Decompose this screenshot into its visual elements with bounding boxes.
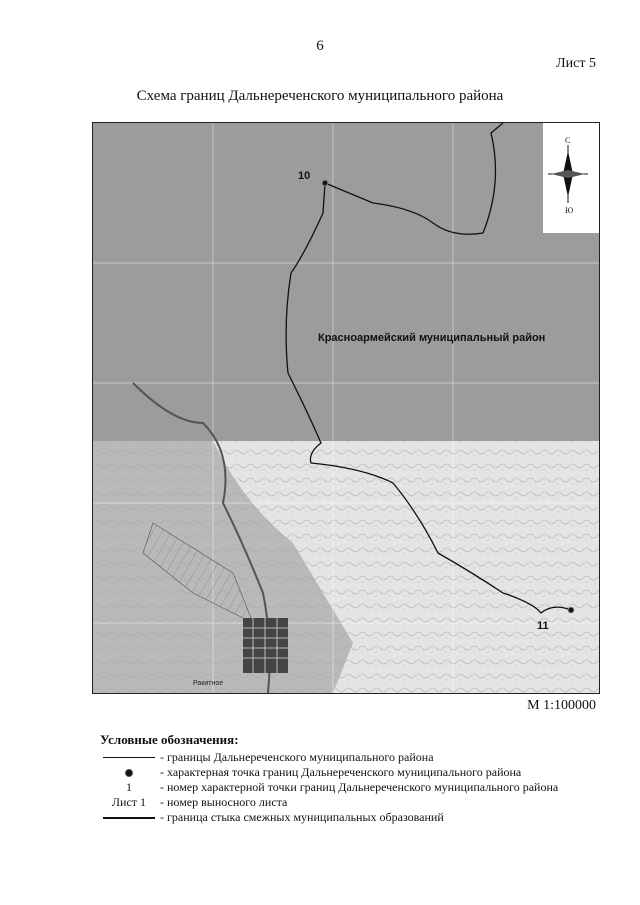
map-frame xyxy=(92,122,600,694)
legend-row xyxy=(100,750,558,765)
region-label: Красноармейский муниципальный район xyxy=(318,332,546,344)
compass-south: Ю xyxy=(565,206,574,215)
boundary-point-10 xyxy=(322,180,328,186)
legend-symbol-number: 1 xyxy=(126,780,132,794)
map-scale: М 1:100000 xyxy=(527,698,596,713)
legend-symbol-thick-line xyxy=(100,817,158,819)
legend-row xyxy=(100,765,558,780)
town-ракитное xyxy=(243,618,288,673)
point-10-label: 10 xyxy=(298,170,311,182)
legend-text: - границы Дальнереченского муниципального района xyxy=(160,750,434,764)
legend-text: - характерная точка границ Дальнереченского муниципального района xyxy=(160,765,522,779)
legend-row xyxy=(100,810,558,825)
legend-text: - номер выносного листа xyxy=(160,795,288,809)
page-title: Схема границ Дальнереченского муниципального района xyxy=(136,88,504,104)
legend-text: - граница стыка смежных муниципальных образований xyxy=(160,810,444,824)
page-number: 6 xyxy=(316,38,324,54)
boundary-point-11 xyxy=(568,607,574,613)
legend-row xyxy=(100,780,558,795)
point-11-label: 11 xyxy=(537,620,549,632)
shaded-region xyxy=(93,123,599,441)
legend xyxy=(100,732,558,825)
legend-symbol-dot xyxy=(100,769,158,777)
sheet-label: Лист 5 xyxy=(556,56,596,71)
legend-symbol-sheet: Лист 1 xyxy=(111,795,147,809)
legend-symbol-thin-line xyxy=(100,757,158,758)
legend-title: Условные обозначения: xyxy=(100,732,239,747)
compass-north: С xyxy=(565,136,571,145)
map-canvas xyxy=(93,123,599,693)
legend-text: - номер характерной точки границ Дальнереченского муниципального района xyxy=(160,780,559,794)
legend-row xyxy=(100,795,558,810)
town-label: Ракитное xyxy=(193,680,224,687)
